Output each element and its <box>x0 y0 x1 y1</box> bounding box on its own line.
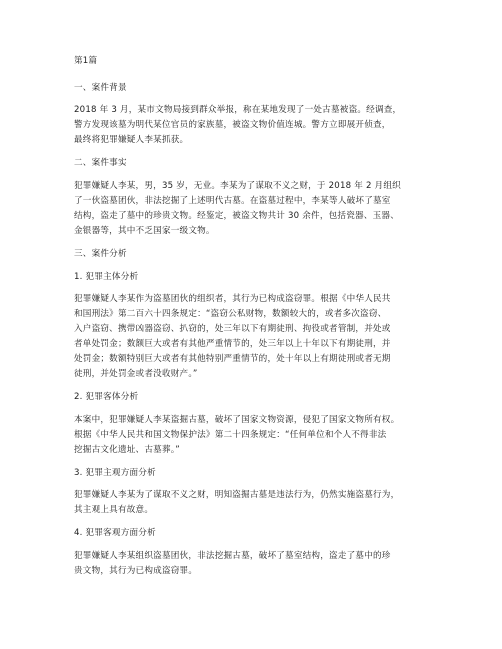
paragraph-line: 2018 年 3 月，某市文物局接到群众举报，称在某地发现了一处古墓被盗。经调查， <box>74 105 402 115</box>
section-heading-facts: 二、案件事实 <box>74 158 127 168</box>
paragraph-line: 其主观上具有故意。 <box>74 505 154 515</box>
subsection-heading-object: 2. 犯罪客体分析 <box>74 392 139 402</box>
paragraph-line: 入户盗窃、携带凶器盗窃、扒窃的，处三年以下有期徒刑、拘役或者管制，并处或 <box>74 324 391 334</box>
paragraph-line: 犯罪嫌疑人李某组织盗墓团伙，非法挖掘古墓，破坏了墓室结构，盗走了墓中的珍 <box>74 551 391 561</box>
paragraph-line: 金银器等，其中不乏国家一级文物。 <box>74 226 215 236</box>
subsection-heading-subject: 1. 犯罪主体分析 <box>74 272 139 282</box>
paragraph-line: 处罚金；数额特别巨大或者有其他特别严重情节的，处十年以上有期徒刑或者无期 <box>74 354 391 364</box>
paragraph-line: 最终将犯罪嫌疑人李某抓获。 <box>74 135 189 145</box>
part-title: 第1篇 <box>74 56 98 66</box>
paragraph-line: 和国刑法》第二百六十四条规定：“盗窃公私财物，数额较大的，或者多次盗窃、 <box>74 309 387 319</box>
paragraph-line: 者单处罚金；数额巨大或者有其他严重情节的，处三年以上十年以下有期徒刑，并 <box>74 339 391 349</box>
section-heading-background: 一、案件背景 <box>74 83 127 93</box>
paragraph-line: 了一伙盗墓团伙，非法挖掘了上述明代古墓。在盗墓过程中，李某等人破坏了墓室 <box>74 196 391 206</box>
subsection-heading-subjective: 3. 犯罪主观方面分析 <box>74 468 156 478</box>
paragraph-line: 贵文物，其行为已构成盗窃罪。 <box>74 566 198 576</box>
paragraph-line: 犯罪嫌疑人李某作为盗墓团伙的组织者，其行为已构成盗窃罪。根据《中华人民共 <box>74 294 391 304</box>
paragraph-line: 根据《中华人民共和国文物保护法》第二十四条规定：“任何单位和个人不得非法 <box>74 430 387 440</box>
paragraph-line: 挖掘古文化遗址、古墓葬。” <box>74 445 180 455</box>
paragraph-line: 犯罪嫌疑人李某为了谋取不义之财，明知盗掘古墓是违法行为，仍然实施盗墓行为， <box>74 490 400 500</box>
paragraph-line: 警方发现该墓为明代某位官员的家族墓，被盗文物价值连城。警方立即展开侦查， <box>74 120 391 130</box>
paragraph-line: 徒刑，并处罚金或者没收财产。” <box>74 369 198 379</box>
paragraph-line: 本案中，犯罪嫌疑人李某盗掘古墓，破坏了国家文物资源，侵犯了国家文物所有权。 <box>74 415 400 425</box>
subsection-heading-objective: 4. 犯罪客观方面分析 <box>74 528 156 538</box>
paragraph-line: 结构，盗走了墓中的珍贵文物。经鉴定，被盗文物共计 30 余件，包括瓷器、玉器、 <box>74 211 399 221</box>
paragraph-line: 犯罪嫌疑人李某，男，35 岁，无业。李某为了谋取不义之财，于 2018 年 2 月组织 <box>74 181 401 191</box>
section-heading-analysis: 三、案件分析 <box>74 249 127 259</box>
